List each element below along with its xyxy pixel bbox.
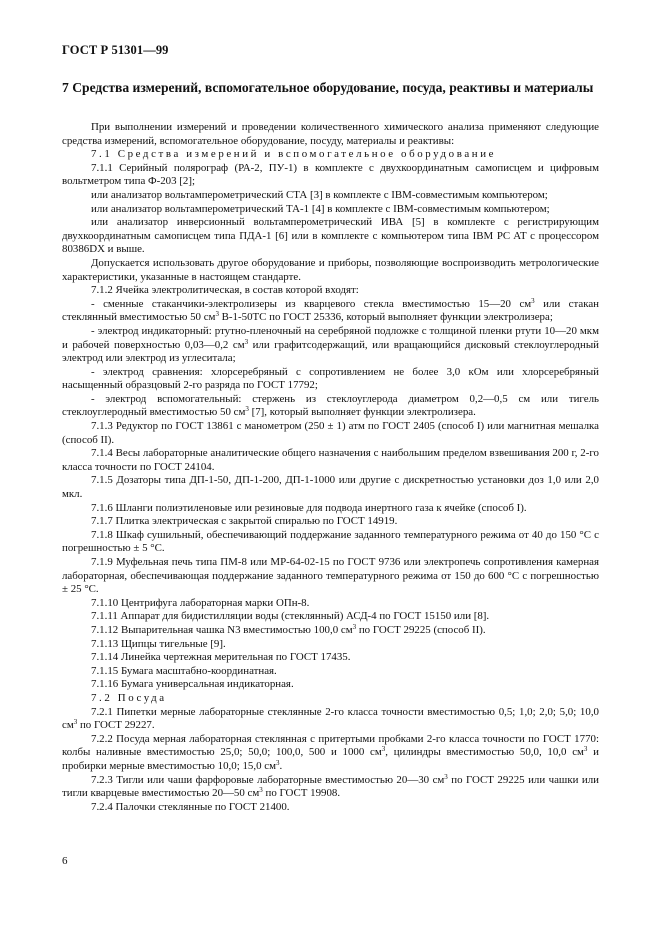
standard-code-header: ГОСТ Р 51301—99 (62, 43, 169, 57)
text-run: по ГОСТ 29227. (77, 719, 155, 732)
paragraph: 7.2.4 Палочки стеклянные по ГОСТ 21400. (91, 800, 290, 813)
paragraph: При выполнении измерений и проведении количественного химического анализа применяют следующие средства измерений, вспомогательное оборудование, посуду, материалы и реактивы: (62, 121, 599, 147)
paragraph: 7.1.6 Шланги полиэтиленовые или резиновые для подвода инертного газа к ячейке (способ I). (91, 501, 527, 514)
superscript: 3 (259, 786, 263, 795)
paragraph: 7.1.10 Центрифуга лабораторная марки ОПн-8. (91, 596, 310, 609)
superscript: 3 (275, 758, 280, 767)
text-run: или стакан стеклянный вместимостью 50 см (62, 297, 599, 324)
paragraph (62, 298, 599, 325)
paragraph: 7.1.14 Линейка чертежная мерительная по ГОСТ 17435. (91, 651, 351, 664)
text-run: 7.2.1 Пипетки мерные лабораторные стеклянные 2-го класса точности вместимостью 0,5; 1,0; 2,0; 5,0; 10,0 см (62, 705, 599, 732)
paragraph (62, 706, 599, 733)
superscript: 3 (244, 337, 249, 346)
paragraph: или анализатор инверсионный вольтамперометрический ИВА [5] в комплекте с регистрирующим двухкоординатным самописцем типа ПДА-1 [6] или в комплекте с компьютером типа IBM PC AT с процессором 80386DX и выше. (62, 216, 599, 256)
subsection-heading: 7.2 Посуда (91, 691, 167, 704)
text-run: - электрод вспомогательный: стержень из стеклоуглерода диаметром 0,2—0,5 см или тигель стеклоуглеродный вместимостью 50 см (62, 392, 599, 419)
page-number: 6 (62, 855, 68, 867)
paragraph: 7.1.5 Дозаторы типа ДП-1-50, ДП-1-200, ДП-1-1000 или другие с дискретностью установки доз 1,0 или 2,0 мкл. (62, 474, 599, 501)
paragraph: 7.1.9 Муфельная печь типа ПМ-8 или МР-64-02-15 по ГОСТ 9736 или электропечь сопротивления камерная лабораторная, обеспечивающая поддержание заданного температурного режима от 150 до 600 °С с погрешностью ± 25 °С. (62, 556, 599, 596)
document-body (62, 121, 599, 814)
text-run: или графитсодержащий, или вращающийся дисковый стеклоуглеродный электрод или электрод из углеситала; (62, 338, 599, 365)
text-run: , цилиндры вместимостью 50,0, 10,0 см (385, 746, 584, 759)
superscript: 3 (583, 745, 588, 754)
paragraph: 7.1.4 Весы лабораторные аналитические общего назначения с наибольшим пределом взвешивания 200 г, 2-го класса точности по ГОСТ 24104. (62, 447, 599, 473)
text-run: по ГОСТ 29225 (способ II). (356, 623, 486, 636)
paragraph: 7.1.11 Аппарат для бидистилляции воды (стеклянный) АСД-4 по ГОСТ 15150 или [8]. (91, 610, 490, 623)
paragraph (62, 733, 599, 774)
superscript: 3 (531, 296, 535, 305)
paragraph: 7.1.13 Щипцы тигельные [9]. (91, 637, 226, 650)
text-run: по ГОСТ 19908. (262, 787, 341, 800)
superscript: 3 (215, 310, 219, 319)
paragraph: или анализатор вольтамперометрический ТА-1 [4] в комплекте с IBM-совместимым компьютером; (91, 202, 550, 215)
paragraph: или анализатор вольтамперометрический СТА [3] в комплекте с IBM-совместимым компьютером; (91, 188, 548, 201)
paragraph: 7.1.15 Бумага масштабно-координатная. (91, 664, 277, 677)
text-run: - электрод индикаторный: ртутно-пленочный на серебряной подложке с толщиной пленки ртути 10—20 мкм и рабочей поверхностью 0,03—0,2 см (62, 324, 599, 351)
text-run: В-1-50ТС по ГОСТ 25336, который выполняет функции электролизера; (218, 311, 553, 324)
paragraph (62, 774, 599, 801)
text-run: 7.2.3 Тигли или чаши фарфоровые лабораторные вместимостью 20—30 см (91, 773, 445, 786)
section-title: 7 Средства измерений, вспомогательное оборудование, посуда, реактивы и материалы (62, 80, 594, 95)
paragraph: 7.1.7 Плитка электрическая с закрытой спиралью по ГОСТ 14919. (91, 515, 398, 528)
paragraph (62, 393, 599, 420)
text-run: и пробирки мерные вместимостью 10,0; 15,0 см (62, 746, 599, 772)
text-run: 7.2.2 Посуда мерная лабораторная стеклянная с притертыми пробками 2-го класса точности по ГОСТ 1770: колбы наливные вместимостью 25,0; 50,0; 100,0, 500 и 1000 см (62, 732, 599, 759)
text-run: по ГОСТ 29225 или чашки или тигли кварцевые вместимостью 20—50 см (62, 773, 599, 800)
text-run: [7], который выполняет функции электролизера. (248, 406, 476, 419)
superscript: 3 (245, 405, 249, 414)
text-run: . (279, 759, 283, 772)
text-run: - сменные стаканчики-электролизеры из кварцевого стекла вместимостью 15—20 см (91, 297, 532, 310)
paragraph: 7.1.1 Серийный полярограф (РА-2, ПУ-1) в комплекте с двухкоординатным самописцем и цифровым вольтметром типа Ф-203 [2]; (62, 161, 599, 188)
superscript: 3 (444, 772, 448, 781)
paragraph: - электрод сравнения: хлорсеребряный с сопротивлением не более 3,0 кОм или хлорсеребряный насыщенный образцовый 2-го разряда по ГОСТ 17792; (62, 365, 599, 392)
paragraph: 7.1.16 Бумага универсальная индикаторная. (91, 678, 294, 691)
paragraph: Допускается использовать другое оборудование и приборы, позволяющие воспроизводить метрологические характеристики, указанные в настоящем стандарте. (62, 256, 599, 283)
subsection-heading: 7.1 Средства измерений и вспомогательное оборудование (91, 148, 497, 161)
paragraph (62, 624, 599, 638)
paragraph: 7.1.3 Редуктор по ГОСТ 13861 с манометром (250 ± 1) атм по ГОСТ 2405 (способ I) или магнитная мешалка (способ II). (62, 420, 599, 446)
superscript: 3 (352, 622, 357, 631)
superscript: 3 (73, 718, 78, 727)
paragraph (62, 325, 599, 366)
paragraph: 7.1.8 Шкаф сушильный, обеспечивающий поддержание заданного температурного режима от 40 до 150 °С с погрешностью ± 5 °С. (62, 528, 599, 555)
text-run: 7.1.12 Выпарительная чашка N3 вместимостью 100,0 см (91, 623, 353, 636)
paragraph: 7.1.2 Ячейка электролитическая, в состав которой входят: (91, 284, 359, 297)
superscript: 3 (381, 745, 386, 754)
